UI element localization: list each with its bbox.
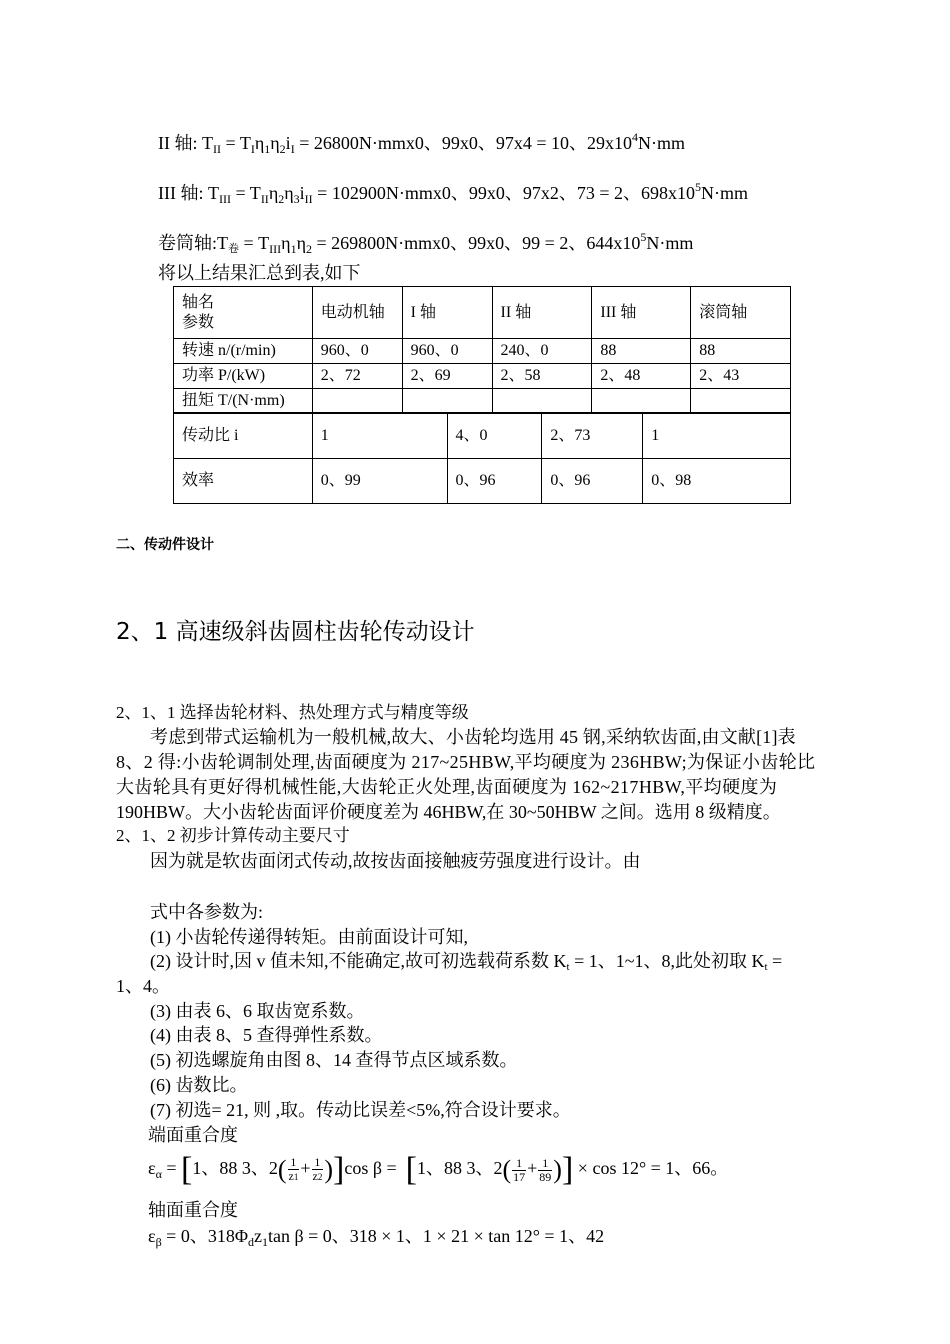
table-col-header: III 轴 xyxy=(592,287,691,339)
expr: = 102900N·mmx0、99x0、97x2、73 = 2、698x10 xyxy=(312,183,695,203)
sub: 2 xyxy=(306,242,313,256)
table-header-row xyxy=(174,287,791,339)
paren: ) xyxy=(553,1155,562,1185)
table-cell xyxy=(691,389,791,414)
fraction xyxy=(538,1157,552,1184)
table-cell: 88 xyxy=(592,339,691,364)
sub: t xyxy=(566,961,570,973)
item-text: = 1、1~1、8,此处初取 K xyxy=(569,951,765,971)
table-col-header: 滚筒轴 xyxy=(691,287,791,339)
sub: I xyxy=(250,142,255,156)
section-title: 二、传动件设计 xyxy=(116,537,214,553)
label: 卷筒轴: xyxy=(158,233,218,253)
sub: t xyxy=(764,961,768,973)
sub: 2 xyxy=(317,1172,323,1182)
sub: 1 xyxy=(293,1172,299,1182)
row-label: 转速 n/(r/min) xyxy=(174,339,313,364)
table-corner-cell xyxy=(174,287,313,339)
row-label: 传动比 i xyxy=(174,413,313,459)
sub: II xyxy=(304,192,313,206)
sym: = T xyxy=(230,183,261,203)
expr: = 0、318Φ xyxy=(161,1226,248,1246)
expr: tan β = 0、318 × 1、1 × 21 × tan 12° = 1、42 xyxy=(267,1226,605,1246)
sym: η xyxy=(254,133,265,153)
torque-shaft2-line xyxy=(158,126,685,160)
list-item: (5) 初选螺旋角由图 8、14 查得节点区域系数。 xyxy=(150,1050,518,1070)
table-cell xyxy=(592,389,691,414)
expr: × cos 12° = 1、66。 xyxy=(573,1158,729,1179)
page-heading: 2、1 高速级斜齿圆柱齿轮传动设计 xyxy=(116,619,475,645)
table-cell: 0、96 xyxy=(447,459,542,504)
sym: T xyxy=(217,233,229,253)
table-cell: 0、99 xyxy=(312,459,447,504)
sym: η xyxy=(284,183,294,203)
bracket: ] xyxy=(561,1151,574,1189)
fraction xyxy=(288,1156,300,1184)
summary-intro: 将以上结果汇总到表,如下 xyxy=(158,263,361,283)
table-row xyxy=(174,364,791,389)
sym: z xyxy=(253,1226,262,1246)
axial-ratio-formula xyxy=(148,1225,604,1253)
sub: II xyxy=(213,142,221,156)
table-cell: 2、43 xyxy=(691,364,791,389)
num: 1 xyxy=(538,1157,552,1171)
sym: η xyxy=(268,183,279,203)
den xyxy=(288,1170,300,1184)
fraction xyxy=(312,1156,324,1184)
sym: ε xyxy=(148,1158,156,1179)
table-cell: 1 xyxy=(643,413,791,459)
row-label: 功率 P/(kW) xyxy=(174,364,313,389)
sub: d xyxy=(247,1235,254,1249)
sym: i xyxy=(285,133,291,153)
unit: N·mm xyxy=(646,233,694,253)
table-cell xyxy=(402,389,492,414)
list-item-continuation: 1、4。 xyxy=(116,976,170,996)
expr: 1、88 3、2 xyxy=(192,1158,278,1179)
contact-ratio-formula: $\varepsilon_\alpha = [1$、88 3、2( $\frac{1}{z1}$ + $\frac{1}{z2}$ )]cos β = [1、88 3、2( $\frac{1}{17}$ + $\frac{1}{89}$ )] × cos 12° = 1、66。 xyxy=(148,1151,729,1189)
paren: ) xyxy=(324,1155,333,1185)
table-cell: 2、72 xyxy=(312,364,402,389)
table-cell: 2、69 xyxy=(402,364,492,389)
summary-table xyxy=(173,286,791,414)
num: 1 xyxy=(312,1156,324,1170)
table-cell: 2、58 xyxy=(492,364,592,389)
fraction xyxy=(512,1157,526,1184)
table-col-header: 电动机轴 xyxy=(312,287,402,339)
subsection-title: 2、1、1 选择齿轮材料、热处理方式与精度等级 xyxy=(116,703,469,722)
sub: 3 xyxy=(293,192,300,206)
den xyxy=(312,1170,324,1184)
paren: ( xyxy=(502,1155,512,1185)
unit: N·mm xyxy=(700,183,748,203)
sym: T xyxy=(207,183,219,203)
table-row xyxy=(174,459,791,504)
table-row xyxy=(174,413,791,459)
sym: T xyxy=(202,133,213,153)
sub: 2 xyxy=(278,192,285,206)
table-cell: 2、48 xyxy=(592,364,691,389)
sym: η xyxy=(296,233,307,253)
list-item: (3) 由表 6、6 取齿宽系数。 xyxy=(150,1001,365,1021)
unit: N·mm xyxy=(638,133,685,153)
torque-shaft3-line xyxy=(158,176,748,210)
exp: 4 xyxy=(632,130,638,144)
expr: = 26800N·mmx0、99x0、97x4 = 10、29x10 xyxy=(294,133,632,153)
ratio-table xyxy=(173,412,791,504)
formula-label: 端面重合度 xyxy=(148,1125,238,1145)
paragraph-line: 因为就是软齿面闭式传动,故按齿面接触疲劳强度进行设计。由 xyxy=(150,851,641,871)
bracket: [ xyxy=(405,1151,417,1189)
sub: 1 xyxy=(261,1235,268,1249)
item-text: (2) 设计时,因 v 值未知,不能确定,故可初选载荷系数 K xyxy=(150,951,567,971)
list-item: (1) 小齿轮传递得转矩。由前面设计可知, xyxy=(150,927,468,947)
item-text: = xyxy=(767,951,783,971)
sub: I xyxy=(290,142,295,156)
table-cell: 88 xyxy=(691,339,791,364)
table-cell: 4、0 xyxy=(447,413,542,459)
paren: ( xyxy=(277,1155,287,1185)
sym: = T xyxy=(239,233,270,253)
list-item: (6) 齿数比。 xyxy=(150,1075,248,1095)
subsection-title: 2、1、2 初步计算传动主要尺寸 xyxy=(116,826,350,845)
sym: ε xyxy=(148,1226,156,1246)
expr: 1、88 3、2 xyxy=(416,1158,503,1179)
num: 1 xyxy=(512,1157,526,1171)
sub: III xyxy=(269,242,282,256)
sub: 1 xyxy=(290,242,297,256)
num: 1 xyxy=(288,1156,300,1170)
table-cell xyxy=(312,389,402,414)
paragraph-line: 8、2 得:小齿轮调制处理,齿面硬度为 217~25HBW,平均硬度为 236HBW;为保证小齿轮比 xyxy=(116,752,816,772)
table-cell xyxy=(492,389,592,414)
expr: cos β = xyxy=(344,1158,402,1179)
expr: = 269800N·mmx0、99x0、99 = 2、644x10 xyxy=(312,233,641,253)
sub: α xyxy=(155,1167,162,1182)
sub: III xyxy=(218,192,231,206)
sym: η xyxy=(281,233,291,253)
paragraph-line: 190HBW。大小齿轮齿面评价硬度差为 46HBW,在 30~50HBW 之间。选用 8 级精度。 xyxy=(116,802,781,822)
sub: 2 xyxy=(279,142,286,156)
paragraph-line: 考虑到带式运输机为一般机械,故大、小齿轮均选用 45 钢,采纳软齿面,由文献[1]表 xyxy=(150,727,796,747)
sub: II xyxy=(260,192,269,206)
list-item: (7) 初选= 21, 则 ,取。传动比误差<5%,符合设计要求。 xyxy=(150,1100,571,1120)
table-col-header: II 轴 xyxy=(492,287,592,339)
den-sym: z xyxy=(312,1169,318,1183)
corner-line: 轴名 xyxy=(182,293,215,311)
list-item: (4) 由表 8、5 查得弹性系数。 xyxy=(150,1025,383,1045)
den: 89 xyxy=(539,1169,552,1184)
label: II 轴: xyxy=(158,133,202,153)
sym: = T xyxy=(221,133,251,153)
table-cell: 0、96 xyxy=(542,459,643,504)
table-row xyxy=(174,339,791,364)
sym: η xyxy=(270,133,280,153)
bracket: ] xyxy=(333,1151,345,1189)
row-label: 扭矩 T/(N·mm) xyxy=(174,389,313,414)
table-cell: 1 xyxy=(312,413,447,459)
table-col-header: I 轴 xyxy=(402,287,492,339)
corner-line: 参数 xyxy=(182,313,215,331)
table-cell: 960、0 xyxy=(312,339,402,364)
sub: 1 xyxy=(264,142,271,156)
table-cell: 0、98 xyxy=(643,459,791,504)
table-row xyxy=(174,389,791,414)
sym: = xyxy=(161,1158,182,1179)
bracket: [ xyxy=(181,1151,193,1189)
den: 17 xyxy=(513,1169,526,1184)
table-cell: 240、0 xyxy=(492,339,592,364)
formula-label: 轴面重合度 xyxy=(148,1200,238,1220)
paragraph-line: 大齿轮具有更好得机械性能,大齿轮正火处理,齿面硬度为 162~217HBW,平均硬度为 xyxy=(116,777,778,797)
row-label: 效率 xyxy=(174,459,313,504)
table-cell: 2、73 xyxy=(542,413,643,459)
list-item xyxy=(150,950,782,978)
torque-drum-line xyxy=(158,226,693,260)
exp: 5 xyxy=(694,180,701,194)
paragraph-line: 式中各参数为: xyxy=(150,902,264,922)
sub: β xyxy=(155,1235,162,1249)
label: III 轴: xyxy=(158,183,208,203)
sym: i xyxy=(299,183,305,203)
den-sym: z xyxy=(288,1169,294,1183)
sub: 卷 xyxy=(228,243,240,255)
exp: 5 xyxy=(640,230,647,244)
table-cell: 960、0 xyxy=(402,339,492,364)
